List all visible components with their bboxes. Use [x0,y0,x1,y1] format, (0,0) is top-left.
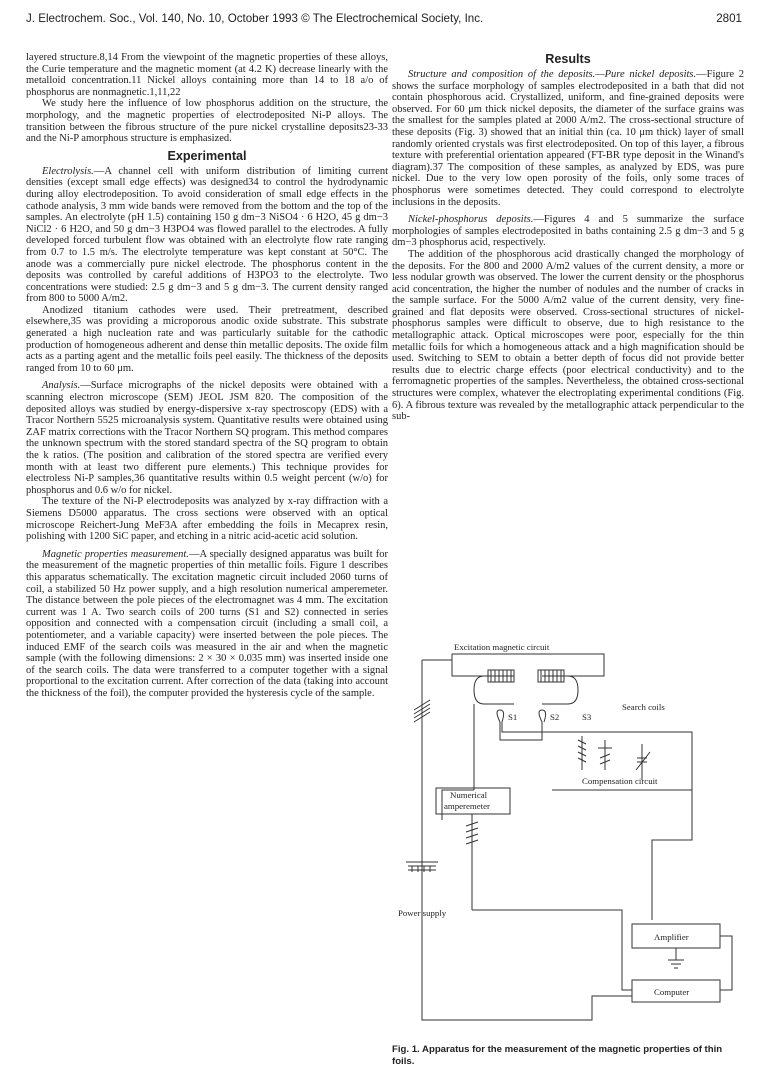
label-power-supply: Power supply [398,908,447,918]
figure-1-schematic [392,640,744,1040]
figure-1-caption: Fig. 1. Apparatus for the measurement of the magnetic properties of thin foils. [392,1044,723,1067]
running-header [26,8,742,28]
experimental-heading: Experimental [167,148,247,163]
wire-power-computer [422,902,632,1020]
nip-paragraph-2: The addition of the phosphorous acid drastically changed the morphology of the deposits. For the 800 and 2000 A/m2 values of the current density, a more or less nodular growth was observed. The lower the current density or the phosphorus acid concentration, the higher the number of nodules and the number of cracks in the sample surface. For the 5000 A/m2 value of the current density, very fine-grained and flat deposits were observed. Cross-sectional structures of nickel-phosphorus samples were difficult to observe, due to high resistance to the metallographic attack. Optical microscopes were poor, especially for the thin metallic foils for which a homogeneous attack and a high magnification should be used. Switching to SEM to obtain a better depth of focus did not provide better results due to electric charge effects (poor electrical conductivity) and to the ferromagnetic properties of the samples. Nevertheless, the obtained cross-sectional structures were complex, whatever the electroplating experimental conditions (Fig. 6). A fibrous texture was revealed by the metallographic attack perpendicular to the sub- [392,248,744,423]
search-coil-s2 [539,710,546,722]
electromagnet-right-pole [542,676,578,704]
intro-paragraph-2: We study here the influence of low phosphorus addition on the structure, the morphology, and the magnetic properties of electrodeposited Ni-P alloys. The transition between the fibrous structure of the pure nickel crystalline deposits23-33 and the Ni-P amorphous structure is emphasized. [26,98,388,145]
apparatus-diagram [392,640,744,1040]
wire-amplifier-computer [720,936,732,990]
potentiometer [598,740,612,770]
electrolysis-label: Electrolysis. [42,165,94,177]
magnetic-paragraph-1 [26,549,388,700]
label-search-coils: Search coils [622,702,665,712]
label-compensation-circuit: Compensation circuit [582,776,658,786]
label-amperemeter-1: Numerical [450,790,488,800]
excitation-wire-top [452,654,604,676]
magnetic-text: —A specially designed apparatus was built for the measurement of the magnetic properties of thin metallic foils. Figure 1 describes this apparatus schematically. The excitation magnetic circuit included 2060 turns of coil, a stabilized 50 Hz power supply, and a high resolution numerical amperemeter. The distance between the pole pieces of the electromagnet was 4 mm. The excitation current was 1 A. Two search coils of 200 turns (S1 and S2) connected in series opposition and connected with a compensation circuit (including a small coil, a potentiometer, and a variable capacity) were inserted between the pole pieces. The induced EMF of the search coils was measured in the air and when the magnetic sample (with the following dimensions: 2 × 30 × 0.035 mm) was inserted inside one of the search coils. The data were transferred to a computer together with a signal proportional to the excitation current. After correction of the data (taking into account the thickness of the foil), the computer provided the hysteresis cycle of the sample. [26,548,388,699]
label-s3: S3 [582,712,592,722]
nip-paragraph-1 [392,214,744,249]
electrolysis-paragraph-1 [26,166,388,305]
search-coil-link [500,722,542,740]
compensation-coil [578,736,586,770]
wire-to-amplifier [652,790,692,920]
left-column [26,52,388,699]
nip-text: —Figures 4 and 5 summarize the surface morphologies of samples electrodeposited in baths containing 2.5 g dm−3 and 5 g dm−3 phosphorus acid, respectively. [392,214,744,249]
analysis-text: —Surface micrographs of the nickel deposits were obtained with a scanning electron microscope (SEM) JEOL JSM 820. The composition of the deposited alloys was studied by energy-dispersive x-ray spectroscopy (EDS) with a Tracor Northern 5525 microanalysis system. Quantitative results were obtained using ZAF matrix corrections with the Tracor Northern SQ program. This method compares the unknown spectrum with the stored standard spectra of the SQ program to obtain the k ratios. (The position and calibration of the stored spectra are verified every month with at least two different pure elements.) This technique provides for electroless Ni-P samples,36 quantitative results within 0.5 weight percent (w/o) for phosphorus and 0.6 w/o for nickel. [26,380,388,496]
intro-paragraph-1: layered structure.8,14 From the viewpoint of the magnetic properties of these alloys, the Curie temperature and the magnetic moment (at 4.2 K) decrease linearly with the metalloid concentration.11 Nickel alloys containing more than 14 to 18 a/o of phosphorus are nonmagnetic.1,11,22 [26,52,388,98]
analysis-label: Analysis. [42,380,81,392]
label-s1: S1 [508,712,518,722]
electrolysis-paragraph-2: Anodized titanium cathodes were used. Their pretreatment, described elsewhere,35 was providing a microporous anodic oxide substrate. This substrate generated a high nucleation rate and was particularly suitable for the cathodic production of homogeneous adherent and dense thin metallic deposits. The oxide film acts as a parting agent and the metallic foils peel easily. The thickness of the deposits ranged from 10 to 60 μm. [26,304,388,374]
pure-nickel-paragraph [392,69,744,208]
label-amplifier: Amplifier [654,932,689,942]
wire-current-signal [472,910,632,990]
analysis-paragraph-1 [26,380,388,496]
power-supply-ticks [412,866,430,872]
label-excitation-circuit: Excitation magnetic circuit [454,642,550,652]
results-heading: Results [545,52,591,66]
magnetic-label: Magnetic properties measurement. [42,548,189,560]
search-coil-s1 [497,710,504,722]
page-number: 2801 [716,12,742,25]
right-column [392,52,744,423]
nip-label: Nickel-phosphorus deposits. [408,214,534,226]
electrolysis-text: —A channel cell with uniform distribution of limiting current densities (except small edge effects) was designed34 to control the hydrodynamic during alloy electrodeposition. To avoid consideration of small edge effects in the cathode analysis, 3 mm wide bands were removed from the bottom and the top of the samples. An electrolyte (pH 1.5) containing 150 g dm−3 NiSO4 · 6 H2O, 45 g dm−3 NiCl2 · 6 H2O, and 50 g dm−3 H3PO4 was flowed parallel to the electrodes. A fully developed forced turbulent flow was obtained with an electrolyte flow rate ranging from 0.7 to 1.5 m/s. The electrolyte temperature was kept constant at 50°C. The anode was a commercially pure nickel electrode. The phosphorus content in the deposits was controlled by careful additions of H3PO3 to the electrolyte. Two concentrations were studied: 2.5 g dm−3 and 5 g dm−3. The current density ranged from 800 to 5000 A/m2. [26,165,388,305]
label-s2: S2 [550,712,560,722]
analysis-paragraph-2: The texture of the Ni-P electrodeposits was analyzed by x-ray diffraction with a Siemens D5000 apparatus. The cross sections were observed with an optical microscope Reichert-Jung MeF3A after embedding the foils in Mecaprex resin, polishing with 1200 SiC paper, and etching in a nitric acid-acetic acid solution. [26,496,388,543]
pure-nickel-text: —Figure 2 shows the surface morphology of samples electrodeposited in a bath that did not contain phosphorous acid. Crystallized, uniform, and fine-grained deposits were observed. For 60 μm thick nickel deposits, the diameter of the surface grains was the smallest for the samples plated at 2000 A/m2. The cross-sectional structure of these deposits (Fig. 3) showed that an initial thin (ca. 10 μm thick) layer of small randomly oriented crystals was first electrodeposited. On top of this layer, a fibrous texture with preferential orientation appeared (FT-BR type deposit in the Winand's diagram).37 The composition of these samples, as analyzed by EDS, was pure nickel. Due to the very low open porosity of the foils, only some traces of phosphorus were sometimes detected. They could correspond to electrolyte inclusions in the deposits. [392,69,744,208]
journal-citation: J. Electrochem. Soc., Vol. 140, No. 10, October 1993 © The Electrochemical Society, Inc. [26,12,484,25]
electromagnet-left-pole [474,676,514,704]
variable-capacitor [636,744,650,780]
search-coil-series-wire [502,722,544,732]
label-amperemeter-2: amperemeter [444,801,490,811]
label-computer: Computer [654,987,690,997]
pure-nickel-label: Structure and composition of the deposits.—Pure nickel deposits. [408,69,697,80]
